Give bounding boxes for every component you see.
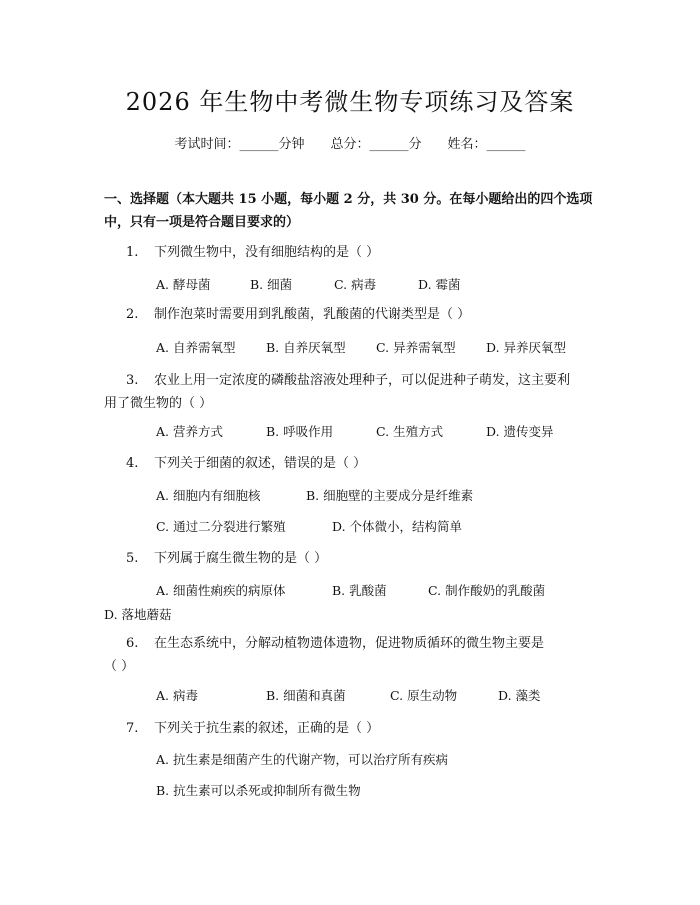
question-number: 7. xyxy=(126,721,139,736)
question-7 xyxy=(104,717,604,741)
option-c: C. 原生动物 xyxy=(390,688,458,703)
question-2 xyxy=(104,303,604,327)
question-2-options xyxy=(156,337,616,359)
option-d: D. 霉菌 xyxy=(418,277,461,292)
question-5 xyxy=(104,547,604,571)
question-3 xyxy=(104,369,604,393)
page-title: 2026 年生物中考微生物专项练习及答案 xyxy=(125,88,575,116)
option-b: B. 自养厌氧型 xyxy=(266,340,346,355)
question-1-options xyxy=(156,274,616,296)
question-number: 1. xyxy=(126,245,139,260)
question-text: 下列属于腐生微生物的是（ ） xyxy=(154,551,328,566)
section-heading: 一、选择题（本大题共 15 小题，每小题 2 分，共 30 分。在每小题给出的四个选项中，只有一项是符合题目要求的） xyxy=(104,192,593,230)
question-number: 4. xyxy=(126,456,139,471)
option-b: B. 细菌和真菌 xyxy=(266,688,346,703)
option-b: B. 呼吸作用 xyxy=(266,424,334,439)
exam-time: 考试时间：______分钟 xyxy=(174,137,305,152)
option-d: D. 藻类 xyxy=(498,688,541,703)
question-3-options xyxy=(156,421,616,443)
question-4-options xyxy=(156,485,616,507)
question-text: 下列微生物中，没有细胞结构的是（ ） xyxy=(154,245,380,260)
question-text: 下列关于抗生素的叙述，正确的是（ ） xyxy=(154,721,380,736)
option-a: A. 细菌性痢疾的病原体 xyxy=(156,583,286,598)
option-c: C. 病毒 xyxy=(334,277,377,292)
question-number: 2. xyxy=(126,307,139,322)
question-6-continued: （ ） xyxy=(104,659,135,674)
exam-meta xyxy=(0,133,700,152)
option-a: A. 病毒 xyxy=(156,688,198,703)
option-c: C. 通过二分裂进行繁殖 xyxy=(156,519,286,534)
question-number: 6. xyxy=(126,636,139,651)
option-d: D. 落地蘑菇 xyxy=(104,607,172,622)
question-1 xyxy=(104,241,604,265)
question-4-options-row2 xyxy=(156,516,616,538)
option-b: B. 细胞壁的主要成分是纤维素 xyxy=(306,488,474,503)
question-3-continued: 用了微生物的（ ） xyxy=(104,396,213,411)
option-c: C. 异养需氧型 xyxy=(376,340,456,355)
student-name: 姓名：______ xyxy=(447,137,526,152)
question-text: 在生态系统中，分解动植物遗体遗物，促进物质循环的微生物主要是 xyxy=(154,636,545,651)
option-d: D. 遗传变异 xyxy=(486,424,554,439)
option-d: D. 异养厌氧型 xyxy=(486,340,567,355)
option-a: A. 酵母菌 xyxy=(156,277,211,292)
question-5-options xyxy=(156,580,616,602)
question-number: 3. xyxy=(126,373,139,388)
option-c: C. 制作酸奶的乳酸菌 xyxy=(428,583,546,598)
question-text: 下列关于细菌的叙述，错误的是（ ） xyxy=(154,456,367,471)
question-text: 制作泡菜时需要用到乳酸菌，乳酸菌的代谢类型是（ ） xyxy=(154,307,471,322)
option-a: A. 自养需氧型 xyxy=(156,340,236,355)
question-7-option-b: B. 抗生素可以杀死或抑制所有微生物 xyxy=(156,783,361,798)
option-d: D. 个体微小，结构简单 xyxy=(332,519,463,534)
option-c: C. 生殖方式 xyxy=(376,424,444,439)
option-a: A. 细胞内有细胞核 xyxy=(156,488,261,503)
option-b: B. 细菌 xyxy=(250,277,293,292)
option-a: A. 营养方式 xyxy=(156,424,223,439)
question-4 xyxy=(104,452,604,476)
question-6 xyxy=(104,632,604,656)
question-text: 农业上用一定浓度的磷酸盐溶液处理种子，可以促进种子萌发，这主要利 xyxy=(154,373,571,388)
question-7-option-a: A. 抗生素是细菌产生的代谢产物，可以治疗所有疾病 xyxy=(156,752,448,767)
question-6-options xyxy=(156,685,616,707)
option-b: B. 乳酸菌 xyxy=(332,583,387,598)
question-number: 5. xyxy=(126,551,139,566)
total-score: 总分：______分 xyxy=(330,137,422,152)
